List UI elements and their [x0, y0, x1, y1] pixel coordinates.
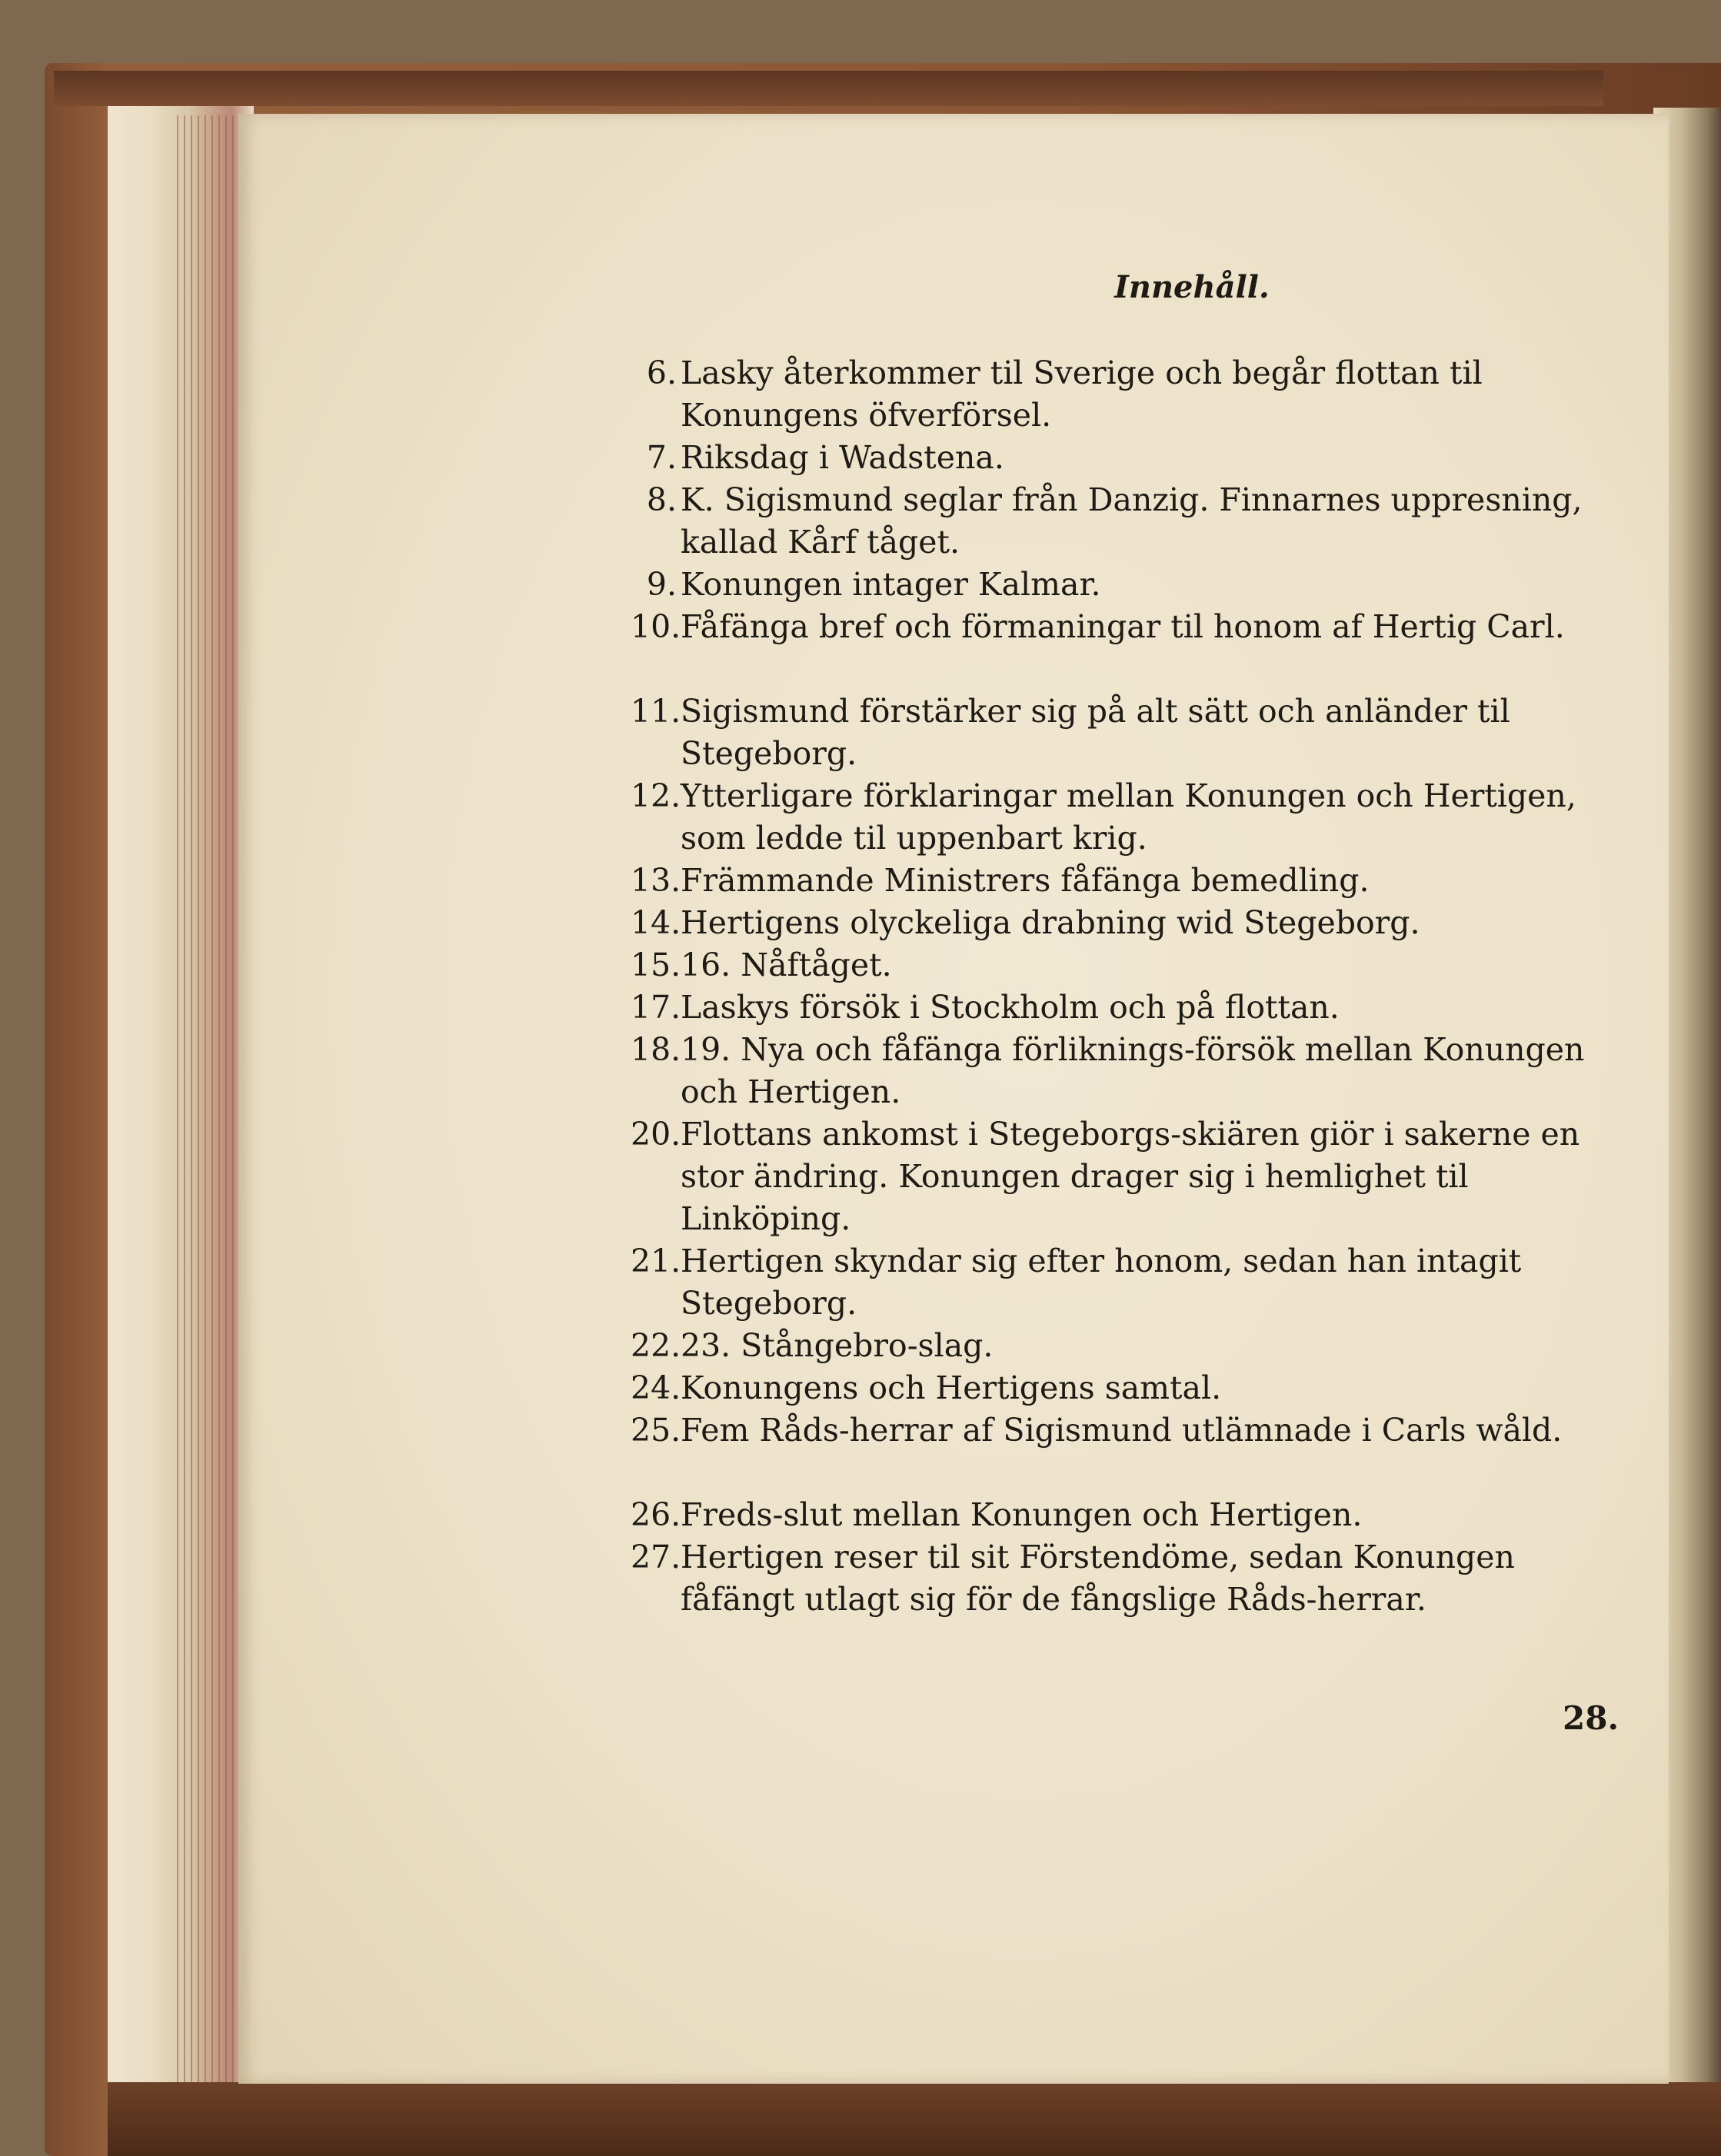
- list-item: [631, 775, 1623, 860]
- entry-number: 11.: [631, 693, 681, 730]
- entry-text: Riksdag i Wadstena.: [681, 439, 1004, 476]
- entry-text: Freds-slut mellan Konungen och Hertigen.: [681, 1496, 1363, 1533]
- entry-number: 27.: [631, 1539, 681, 1575]
- entry-text: Ytterligare förklaringar mellan Konungen och Hertigen, som ledde til uppenbart krig.: [681, 777, 1576, 857]
- entry-number: 8.: [646, 481, 677, 518]
- entry-number: 18.: [631, 1031, 681, 1068]
- entry-number: 26.: [631, 1496, 681, 1533]
- catchword: 28.: [1563, 1699, 1619, 1737]
- entry-text: Flottans ankomst i Stegeborgs-skiären giör i sakerne en stor ändring. Konungen drager sig i hemlighet til Linköping.: [681, 1116, 1580, 1237]
- entry-text: 19. Nya och fåfänga förliknings-försök mellan Konungen och Hertigen.: [681, 1031, 1585, 1110]
- list-item: [631, 944, 1623, 987]
- list-item: [631, 1029, 1623, 1113]
- list-item: [631, 1240, 1623, 1325]
- entry-number: 9.: [646, 566, 677, 603]
- entry-text: Främmande Ministrers fåfänga bemedling.: [681, 862, 1370, 899]
- binding-bottom: [108, 2082, 1721, 2156]
- entry-text: Hertigen reser til sit Förstendöme, sedan Konungen fåfängt utlagt sig för de fångslige Råds-herrar.: [681, 1539, 1515, 1618]
- entry-text: Sigismund förstärker sig på alt sätt och anländer til Stegeborg.: [681, 693, 1510, 772]
- list-item: [646, 564, 1623, 606]
- entry-number: 24.: [631, 1369, 681, 1406]
- entry-text: Hertigen skyndar sig efter honom, sedan han intagit Stegeborg.: [681, 1243, 1522, 1322]
- entry-number: 20.: [631, 1116, 681, 1153]
- list-item: [631, 1325, 1623, 1367]
- entry-number: 15.: [631, 947, 681, 983]
- entry-number: 6.: [646, 354, 677, 391]
- list-item: [631, 1536, 1623, 1621]
- entry-text: Hertigens olyckeliga drabning wid Stegeborg.: [681, 904, 1420, 941]
- entry-number: 21.: [631, 1243, 681, 1279]
- list-item: [631, 1113, 1623, 1240]
- entry-text: 23. Stångebro-slag.: [681, 1327, 994, 1364]
- entry-text: K. Sigismund seglar från Danzig. Finnarnes uppresning, kallad Kårf tåget.: [681, 481, 1583, 561]
- list-item: [631, 606, 1623, 648]
- list-item: [631, 1367, 1623, 1409]
- page-title: Innehåll.: [1114, 269, 1270, 305]
- entry-text: Fem Råds-herrar af Sigismund utlämnade i Carls wåld.: [681, 1412, 1563, 1449]
- list-item: [631, 860, 1623, 902]
- entry-text: Fåfänga bref och förmaningar til honom af Hertig Carl.: [681, 608, 1565, 645]
- page-edge-lines: [177, 115, 238, 2084]
- entry-text: 16. Nåftåget.: [681, 947, 892, 983]
- entry-text: Konungen intager Kalmar.: [681, 566, 1101, 603]
- entry-number: 12.: [631, 777, 681, 814]
- list-item: [646, 352, 1623, 437]
- list-item: [646, 479, 1623, 564]
- entry-number: 25.: [631, 1412, 681, 1449]
- entry-number: 10.: [631, 608, 681, 645]
- entry-number: 14.: [631, 904, 681, 941]
- list-item: [631, 690, 1623, 775]
- entry-text: Konungens och Hertigens samtal.: [681, 1369, 1222, 1406]
- list-item: [631, 902, 1623, 944]
- list-item: [631, 1494, 1623, 1536]
- list-item: [631, 1409, 1623, 1452]
- entry-text: Lasky återkommer til Sverige och begår flottan til Konungens öfverförsel.: [681, 354, 1483, 434]
- entry-number: 22.: [631, 1327, 681, 1364]
- entry-number: 7.: [646, 439, 677, 476]
- entry-number: 13.: [631, 862, 681, 899]
- entry-text: Laskys försök i Stockholm och på flottan.: [681, 989, 1340, 1026]
- list-item: [646, 437, 1623, 479]
- entry-number: 17.: [631, 989, 681, 1026]
- list-item: [631, 987, 1623, 1029]
- binding-top-edge: [54, 71, 1603, 106]
